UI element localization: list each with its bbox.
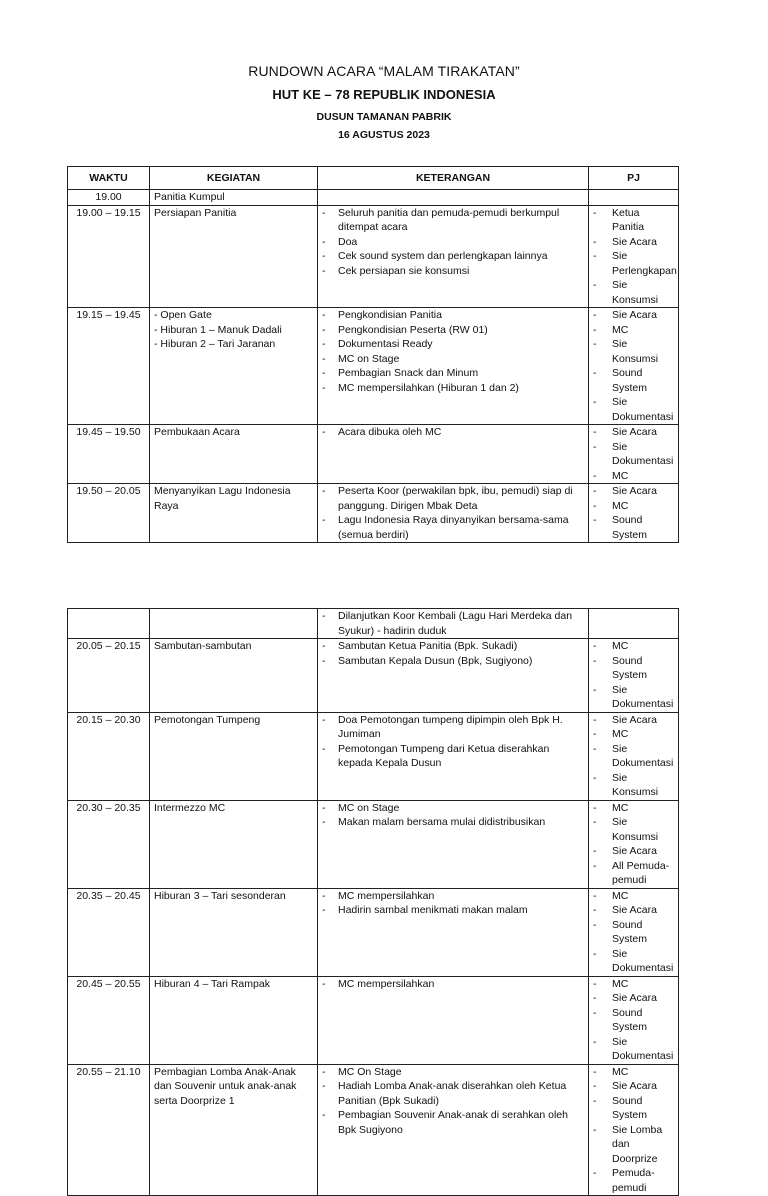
kegiatan-line: Pemotongan Tumpeng [154, 713, 261, 726]
keterangan-item: - Dokumentasi Ready [322, 337, 584, 352]
cell-waktu: 19.00 [68, 190, 150, 206]
cell-pj [589, 190, 679, 206]
pj-item: - Sie Konsumsi [593, 337, 674, 366]
cell-pj [589, 609, 679, 639]
pj-item: - Sie Acara [593, 713, 674, 728]
header-waktu: WAKTU [68, 167, 150, 190]
pj-item: - Sie Konsumsi [593, 815, 674, 844]
keterangan-item: - MC On Stage [322, 1065, 584, 1080]
cell-keterangan [318, 425, 589, 484]
document-title: RUNDOWN ACARA “MALAM TIRAKATAN” [248, 63, 520, 79]
kegiatan-line: Hiburan 4 – Tari Rampak [154, 977, 270, 990]
kegiatan-line: Panitia Kumpul [154, 191, 225, 203]
pj-item: - MC [593, 801, 674, 816]
pj-item: - MC [593, 977, 674, 992]
cell-waktu: 20.35 – 20.45 [68, 888, 150, 976]
header-pj: PJ [589, 167, 679, 190]
cell-kegiatan [150, 308, 318, 425]
table-row [68, 205, 679, 308]
pj-item: - Sie Konsumsi [593, 278, 674, 307]
document-date: 16 AGUSTUS 2023 [338, 129, 430, 141]
cell-waktu [68, 609, 150, 639]
table-row [68, 800, 679, 888]
kegiatan-line: - Hiburan 2 – Tari Jaranan [154, 338, 276, 350]
pj-item: - Sie Lomba dan Doorprize [593, 1123, 674, 1167]
keterangan-item: - MC on Stage [322, 801, 584, 816]
pj-item: - Sie Acara [593, 425, 674, 440]
pj-item: - Sound System [593, 918, 674, 947]
keterangan-item: - Peserta Koor (perwakilan bpk, ibu, pemudi) siap di panggung. Dirigen Mbak Deta [322, 484, 584, 513]
document-subtitle: HUT KE – 78 REPUBLIK INDONESIA [272, 87, 496, 102]
pj-item: - Sie Acara [593, 308, 674, 323]
pj-item: - MC [593, 323, 674, 338]
pj-item: - Sie Acara [593, 1079, 674, 1094]
kegiatan-line: Hiburan 3 – Tari sesonderan [154, 889, 286, 902]
keterangan-item: - Makan malam bersama mulai didistribusikan [322, 815, 584, 830]
header-keterangan: KETERANGAN [318, 167, 589, 190]
cell-waktu: 20.55 – 21.10 [68, 1064, 150, 1196]
keterangan-item: - Pembagian Snack dan Minum [322, 366, 584, 381]
keterangan-item: - MC mempersilahkan [322, 977, 584, 992]
pj-item: - MC [593, 499, 674, 514]
cell-waktu: 20.15 – 20.30 [68, 712, 150, 800]
keterangan-item: - Hadiah Lomba Anak-anak diserahkan oleh Ketua Panitian (Bpk Sukadi) [322, 1079, 584, 1108]
pj-item: - MC [593, 469, 674, 484]
table-row [68, 976, 679, 1064]
cell-keterangan [318, 609, 589, 639]
document-location: DUSUN TAMANAN PABRIK [316, 111, 452, 123]
cell-keterangan [318, 888, 589, 976]
keterangan-item: - Pengkondisian Panitia [322, 308, 584, 323]
cell-kegiatan [150, 484, 318, 543]
keterangan-item: - Pembagian Souvenir Anak-anak di serahkan oleh Bpk Sugiyono [322, 1108, 584, 1137]
cell-kegiatan [150, 639, 318, 713]
cell-keterangan [318, 205, 589, 308]
cell-waktu: 19.50 – 20.05 [68, 484, 150, 543]
table-row [68, 639, 679, 713]
keterangan-item: - Sambutan Ketua Panitia (Bpk. Sukadi) [322, 639, 584, 654]
kegiatan-line: Persiapan Panitia [154, 206, 237, 219]
kegiatan-line: Pembukaan Acara [154, 426, 240, 438]
pj-item: - Sie Dokumentasi [593, 440, 674, 469]
kegiatan-line: - Open Gate [154, 309, 212, 321]
cell-kegiatan [150, 425, 318, 484]
cell-pj [589, 1064, 679, 1196]
cell-keterangan [318, 484, 589, 543]
pj-item: - Sound System [593, 1094, 674, 1123]
pj-item: - Sie Acara [593, 484, 674, 499]
pj-item: - Sound System [593, 366, 674, 395]
cell-kegiatan [150, 1064, 318, 1196]
cell-kegiatan [150, 609, 318, 639]
kegiatan-line: Menyanyikan Lagu Indonesia Raya [154, 485, 291, 512]
cell-pj [589, 712, 679, 800]
cell-kegiatan [150, 888, 318, 976]
table-row [68, 190, 679, 206]
table-row [68, 888, 679, 976]
cell-waktu: 20.45 – 20.55 [68, 976, 150, 1064]
cell-pj [589, 888, 679, 976]
keterangan-item: - Pemotongan Tumpeng dari Ketua diserahkan kepada Kepala Dusun [322, 742, 584, 771]
kegiatan-line: Intermezzo MC [154, 801, 226, 814]
cell-pj [589, 425, 679, 484]
pj-item: - Sie Acara [593, 844, 674, 859]
rundown-table-2 [67, 608, 679, 1196]
header-kegiatan: KEGIATAN [150, 167, 318, 190]
rundown-table-1 [67, 166, 679, 543]
table-row [68, 484, 679, 543]
cell-waktu: 20.05 – 20.15 [68, 639, 150, 713]
cell-kegiatan [150, 976, 318, 1064]
keterangan-item: - MC mempersilahkan [322, 889, 584, 904]
cell-keterangan [318, 639, 589, 713]
cell-keterangan [318, 800, 589, 888]
pj-item: - Sound System [593, 654, 674, 683]
keterangan-item: - Acara dibuka oleh MC [322, 425, 584, 440]
pj-item: - Sie Acara [593, 235, 674, 250]
kegiatan-line: Pembagian Lomba Anak-Anak dan Souvenir untuk anak-anak serta Doorprize 1 [154, 1065, 297, 1107]
pj-item: - Sie Dokumentasi [593, 742, 674, 771]
cell-pj [589, 484, 679, 543]
kegiatan-line: - Hiburan 1 – Manuk Dadali [154, 323, 282, 336]
keterangan-item: - Cek sound system dan perlengkapan lainnya [322, 249, 584, 264]
cell-keterangan [318, 308, 589, 425]
kegiatan-line: Sambutan-sambutan [154, 640, 252, 652]
cell-keterangan [318, 190, 589, 206]
keterangan-item: - Pengkondisian Peserta (RW 01) [322, 323, 584, 338]
pj-item: - Sie Perlengkapan [593, 249, 674, 278]
pj-item: - MC [593, 889, 674, 904]
pj-item: - Sie Dokumentasi [593, 683, 674, 712]
table-row [68, 308, 679, 425]
pj-item: - Sie Acara [593, 991, 674, 1006]
pj-item: - Sie Dokumentasi [593, 947, 674, 976]
pj-item: - Sie Dokumentasi [593, 1035, 674, 1064]
pj-item: - MC [593, 1065, 674, 1080]
keterangan-item: - Dilanjutkan Koor Kembali (Lagu Hari Merdeka dan Syukur) - hadirin duduk [322, 609, 584, 638]
cell-keterangan [318, 1064, 589, 1196]
keterangan-item: - Sambutan Kepala Dusun (Bpk, Sugiyono) [322, 654, 584, 669]
cell-pj [589, 800, 679, 888]
cell-keterangan [318, 976, 589, 1064]
cell-kegiatan [150, 190, 318, 206]
cell-waktu: 19.15 – 19.45 [68, 308, 150, 425]
keterangan-item: - Hadirin sambal menikmati makan malam [322, 903, 584, 918]
pj-item: - Sie Acara [593, 903, 674, 918]
keterangan-item: - Doa [322, 235, 584, 250]
cell-kegiatan [150, 205, 318, 308]
pj-item: - Sound System [593, 513, 674, 542]
table-row [68, 425, 679, 484]
pj-item: - Ketua Panitia [593, 206, 674, 235]
pj-item: - Sound System [593, 1006, 674, 1035]
cell-waktu: 19.45 – 19.50 [68, 425, 150, 484]
cell-pj [589, 308, 679, 425]
pj-item: - Sie Konsumsi [593, 771, 674, 800]
keterangan-item: - Seluruh panitia dan pemuda-pemudi berkumpul ditempat acara [322, 206, 584, 235]
cell-pj [589, 205, 679, 308]
cell-kegiatan [150, 800, 318, 888]
keterangan-item: - Doa Pemotongan tumpeng dipimpin oleh Bpk H. Jumiman [322, 713, 584, 742]
table-header-row [68, 167, 679, 190]
keterangan-item: - MC on Stage [322, 352, 584, 367]
table-row [68, 609, 679, 639]
pj-item: - All Pemuda-pemudi [593, 859, 674, 888]
pj-item: - Sie Dokumentasi [593, 395, 674, 424]
pj-item: - Pemuda-pemudi [593, 1166, 674, 1195]
cell-pj [589, 639, 679, 713]
keterangan-item: - Lagu Indonesia Raya dinyanyikan bersama-sama (semua berdiri) [322, 513, 584, 542]
cell-kegiatan [150, 712, 318, 800]
pj-item: - MC [593, 639, 674, 654]
cell-pj [589, 976, 679, 1064]
cell-waktu: 20.30 – 20.35 [68, 800, 150, 888]
table-row [68, 712, 679, 800]
keterangan-item: - Cek persiapan sie konsumsi [322, 264, 584, 279]
table-row [68, 1064, 679, 1196]
keterangan-item: - MC mempersilahkan (Hiburan 1 dan 2) [322, 381, 584, 396]
cell-keterangan [318, 712, 589, 800]
cell-waktu: 19.00 – 19.15 [68, 205, 150, 308]
pj-item: - MC [593, 727, 674, 742]
